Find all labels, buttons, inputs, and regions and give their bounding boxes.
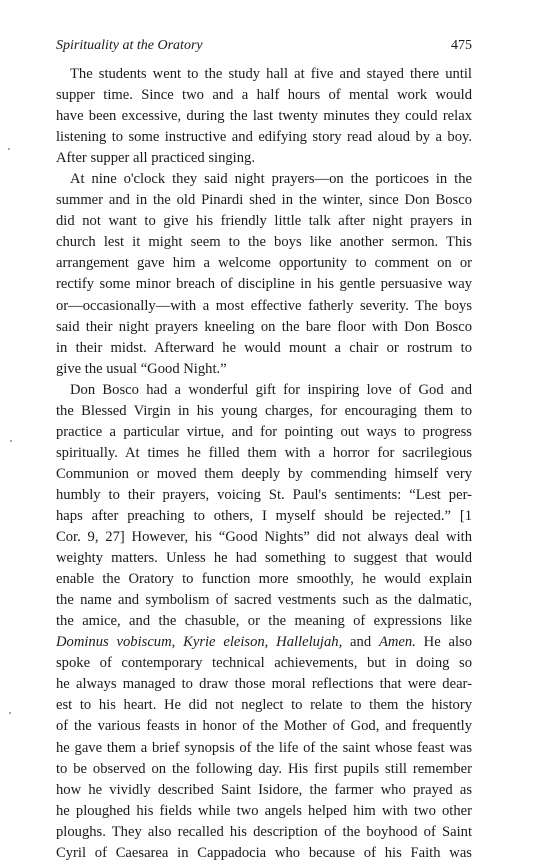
text-line (56, 632, 472, 653)
text-line: in their midst. Afterward he would mount a chair or rostrum to (56, 339, 472, 356)
text-line: how he vividly described Saint Isidore, the farmer who prayed as (56, 781, 472, 798)
text-line: practice a particular virtue, and for pointing out ways to progress (56, 423, 472, 440)
text-line: he always managed to draw those moral reflections that were dear- (56, 676, 472, 693)
text-line: ploughs. They also recalled his description of the boyhood of Saint (56, 823, 472, 840)
text-run: and (342, 634, 379, 651)
text-line: the Blessed Virgin in his young charges, for encouraging them to (56, 402, 472, 419)
text-line: or—occasionally—with a most effective fatherly severity. The boys (56, 297, 472, 314)
text-line: did not want to give his friendly little talk after night prayers in (56, 213, 472, 230)
text-line: enable the Oratory to function more smoothly, he would explain (56, 571, 472, 588)
text-line: listening to some instructive and edifying story read aloud by a boy. (56, 129, 472, 146)
italic-phrase: Dominus vobiscum, Kyrie eleison, Hallelujah, (56, 634, 343, 651)
page-number: 475 (451, 38, 472, 53)
text-line: the name and symbolism of sacred vestments such as the dalmatic, (56, 592, 472, 609)
body-text (56, 64, 472, 864)
text-line: humbly to their prayers, voicing St. Paul's sentiments: “Lest per- (56, 486, 472, 503)
text-line: the amice, and the chasuble, or the meaning of expressions like (56, 613, 472, 630)
margin-speck (8, 148, 10, 150)
text-line: to be observed on the following day. His first pupils still remember (56, 760, 472, 777)
text-line: Communion or moved them deeply by commending himself very (56, 465, 472, 482)
text-line: est to his heart. He did not neglect to relate to them the history (56, 697, 472, 714)
margin-speck (9, 712, 11, 714)
text-line: he gave them a brief synopsis of the life of the saint whose feast was (56, 739, 472, 756)
running-title: Spirituality at the Oratory (56, 38, 203, 53)
text-line: give the usual “Good Night.” (56, 360, 227, 377)
text-line: Don Bosco had a wonderful gift for inspiring love of God and (70, 381, 472, 398)
text-line: Cor. 9, 27] However, his “Good Nights” did not always deal with (56, 529, 472, 546)
text-line: weighty matters. Unless he had something to suggest that would (56, 550, 472, 567)
text-line: he ploughed his fields while two angels helped him with two other (56, 802, 472, 819)
text-line: The students went to the study hall at five and stayed there until (70, 66, 472, 82)
text-line: spiritually. At times he filled them with a horror for sacrilegious (56, 444, 472, 461)
text-line: Cyril of Caesarea in Cappadocia who because of his Faith was (56, 844, 472, 861)
text-line: of the various feasts in honor of the Mother of God, and frequently (56, 718, 472, 735)
text-line: arrangement gave him a welcome opportunity to comment on or (56, 255, 472, 272)
text-line: supper time. Since two and a half hours of mental work would (56, 87, 472, 104)
text-line: After supper all practiced singing. (56, 150, 255, 167)
text-line: church lest it might seem to the boys like another sermon. This (56, 234, 472, 251)
text-line: At nine o'clock they said night prayers—on the porticoes in the (70, 171, 472, 188)
running-header (56, 36, 472, 56)
text-line: spoke of contemporary technical achievements, but in doing so (56, 655, 472, 672)
text-line: rectify some minor breach of discipline in his gentle persuasive way (56, 276, 472, 293)
text-run: He also (415, 634, 473, 651)
margin-speck (10, 440, 12, 442)
text-line: have been excessive, during the last twenty minutes they could relax (56, 108, 472, 125)
text-line: said their night prayers kneeling on the bare floor with Don Bosco (56, 318, 472, 335)
text-line: summer and in the old Pinardi shed in the winter, since Don Bosco (56, 192, 472, 209)
text-line: haps after preaching to others, I myself should be rejected.” [1 (56, 507, 472, 524)
italic-phrase: Amen. (378, 634, 416, 651)
